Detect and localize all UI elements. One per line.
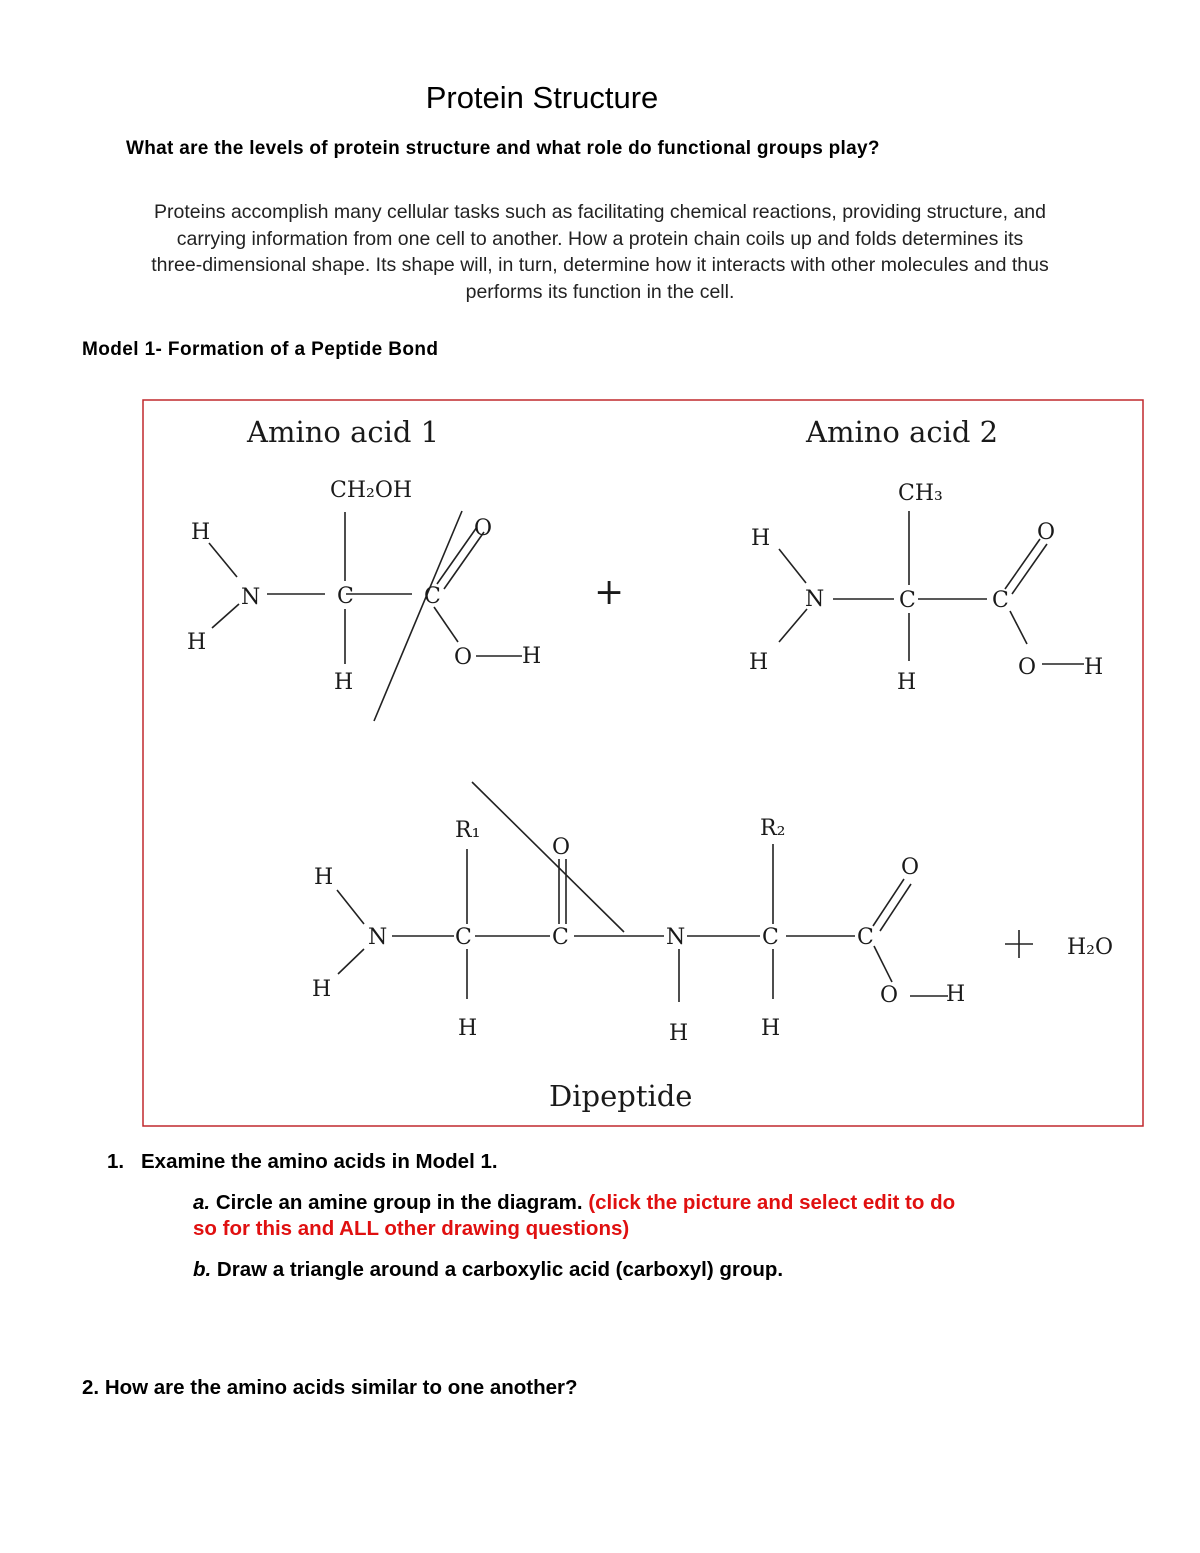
question-1: [107, 1150, 498, 1174]
dp-carbonyl-o-2: O: [901, 855, 920, 880]
aa2-alpha-h: H: [897, 670, 917, 695]
r2-side-chain: R₂: [760, 816, 786, 841]
aa1-carbonyl-o: O: [474, 516, 493, 541]
plus-sign: +: [594, 572, 625, 613]
aa1-amine-h-top: H: [191, 520, 211, 545]
r1-side-chain: R₁: [455, 818, 481, 843]
dp-carboxyl-c: C: [857, 925, 874, 950]
aa2-carboxyl-c: C: [992, 588, 1009, 613]
aa1-side-chain: CH₂OH: [330, 478, 413, 503]
question-2: [82, 1376, 578, 1400]
drawing-instruction-note: (click the picture and select edit to do: [588, 1191, 956, 1214]
dp-peptide-n: N: [666, 925, 686, 950]
question-1a: [193, 1190, 1093, 1242]
question-1-text: Examine the amino acids in Model 1.: [141, 1150, 498, 1173]
dp-amine-n: N: [368, 925, 388, 950]
dp-alpha-h-1: H: [458, 1016, 478, 1041]
aa1-amine-n: N: [241, 585, 261, 610]
dp-peptide-h: H: [669, 1021, 689, 1046]
water-product: H₂O: [1067, 935, 1114, 960]
dp-alpha-h-2: H: [761, 1016, 781, 1041]
dp-carbonyl-o-1: O: [552, 835, 571, 860]
intro-paragraph: [60, 199, 1140, 305]
question-1b: [193, 1258, 783, 1282]
question-1a-text: Circle an amine group in the diagram.: [215, 1191, 583, 1214]
intro-line: performs its function in the cell.: [465, 280, 735, 303]
aa2-alpha-c: C: [899, 588, 916, 613]
aa1-carboxyl-c: C: [424, 584, 441, 609]
aa1-hydroxyl-h: H: [522, 644, 542, 669]
dp-carbonyl-c-1: C: [552, 925, 569, 950]
question-2-text: How are the amino acids similar to one another?: [104, 1376, 578, 1399]
page-title: Protein Structure: [425, 80, 659, 115]
intro-line: carrying information from one cell to another. How a protein chain coils up and folds determines its: [176, 227, 1024, 250]
aa1-title: Amino acid 1: [247, 415, 440, 449]
drawing-instruction-note-cont: so for this and ALL other drawing questions): [193, 1217, 630, 1240]
dp-hydroxyl-h: H: [946, 982, 966, 1007]
aa2-hydroxyl-h: H: [1084, 655, 1104, 680]
aa2-hydroxyl-o: O: [1018, 655, 1037, 680]
dp-hydroxyl-o: O: [880, 983, 899, 1008]
question-1a-letter: a.: [193, 1191, 211, 1214]
diagram-border: [143, 400, 1143, 1126]
aa2-amine-h-bottom: H: [749, 650, 769, 675]
aa2-title: Amino acid 2: [806, 415, 999, 449]
dipeptide-title: Dipeptide: [549, 1079, 693, 1113]
model-heading: Model 1- Formation of a Peptide Bond: [82, 339, 439, 360]
question-1b-text: Draw a triangle around a carboxylic acid (carboxyl) group.: [216, 1258, 784, 1281]
intro-line: Proteins accomplish many cellular tasks such as facilitating chemical reactions, providing structure, and: [154, 201, 1046, 223]
dp-amine-h-top: H: [314, 865, 334, 890]
question-1b-letter: b.: [193, 1258, 212, 1281]
dp-amine-h-bottom: H: [312, 977, 332, 1002]
intro-line: three-dimensional shape. Its shape will, in turn, determine how it interacts with other molecules and thus: [151, 254, 1049, 276]
question-2-number: 2.: [82, 1376, 100, 1399]
dp-alpha-c-1: C: [455, 925, 472, 950]
aa1-alpha-c: C: [337, 584, 354, 609]
dp-alpha-c-2: C: [762, 925, 779, 950]
peptide-bond-diagram[interactable]: [142, 399, 1144, 1127]
aa2-carbonyl-o: O: [1037, 520, 1056, 545]
question-1-number: 1.: [107, 1150, 125, 1173]
aa2-amine-n: N: [805, 587, 825, 612]
aa2-amine-h-top: H: [751, 526, 771, 551]
aa1-hydroxyl-o: O: [454, 645, 473, 670]
aa1-alpha-h: H: [334, 670, 354, 695]
aa2-side-chain: CH₃: [898, 481, 943, 506]
guiding-question: What are the levels of protein structure and what role do functional groups play?: [126, 138, 880, 159]
aa1-amine-h-bottom: H: [187, 630, 207, 655]
